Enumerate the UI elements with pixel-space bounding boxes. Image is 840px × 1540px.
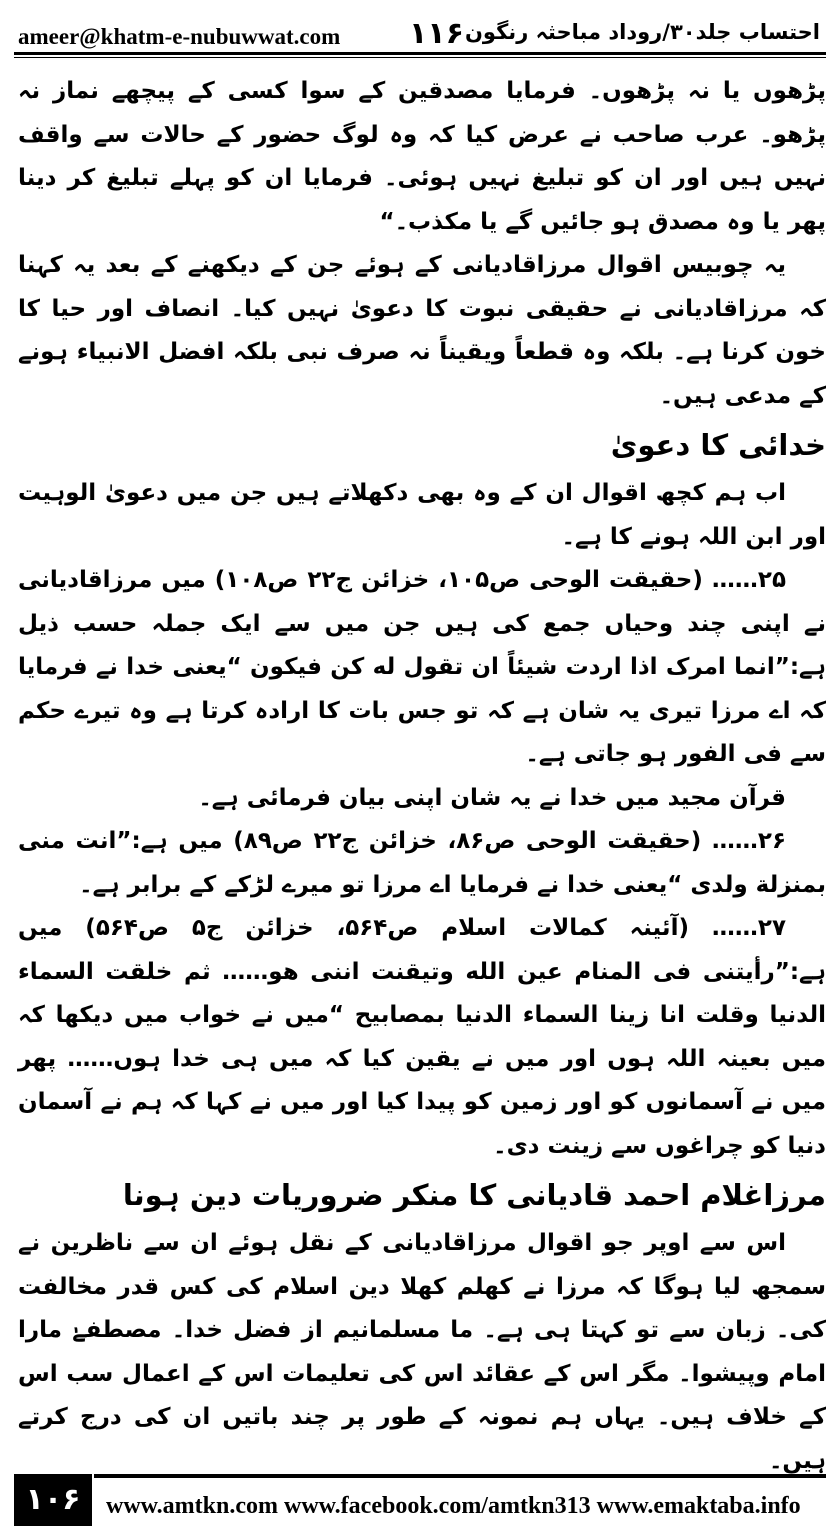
page-footer [14,1464,826,1534]
section-heading: خدائی کا دعویٰ [610,428,826,462]
paragraph: پڑھوں یا نہ پڑھوں۔ فرمایا مصدقین کے سوا کسی کے پیچھے نماز نہ پڑھو۔ عرب صاحب نے عرض کیا کہ وہ لوگ حضور کے حالات سے واقف نہیں ہیں اور ان کو تبلیغ نہیں ہوئی۔ فرمایا ان کو پہلے تبلیغ کر دینا پھر یا وہ مصدق ہو جائیں گے یا مکذب۔“ [18,78,826,235]
arabic-quote: رأیتنی فی المنام عین الله وتیقنت اننی هو…… ثم خلقت السماء الدنیا وقلت انا زینا السماء الدنیا بمصابیح [18,958,826,1028]
reference: ۲۶…… (حقیقت الوحی ص۸۶، خزائن ج۲۲ ص۸۹) [233,828,786,854]
header-page-number: ۱۱۶ [409,16,464,51]
page-header [14,6,826,58]
reference: ۲۷…… (آئینہ کمالات اسلام ص۵۶۴، خزائن ج۵ ص۵۶۴) [85,915,786,941]
paragraph-text: “یعنی خدا نے فرمایا اے مرزا تو میرے لڑکے کے برابر ہے۔ [79,871,683,898]
page-body [18,70,826,1474]
paragraph: قرآن مجید میں خدا نے یہ شان اپنی بیان فرمائی ہے۔ [198,784,786,811]
paragraph [18,559,826,777]
paragraph-text: میں مرزاقادیانی نے اپنی چند وحیاں جمع کی ہیں جن میں سے ایک جملہ حسب ذیل ہے:” [18,567,826,680]
header-email: ameer@khatm-e-nubuwwat.com [18,24,341,49]
arabic-quote: انما امرک اذا اردت شیئاً ان تقول له کن فیکون [250,654,775,680]
reference: ۲۵…… (حقیقت الوحی ص۱۰۵، خزائن ج۲۲ ص۱۰۸) [214,567,786,593]
header-book-title: احتساب جلد۳۰/روداد مباحثہ رنگون [465,20,820,44]
paragraph [18,820,826,907]
paragraph: اس سے اوپر جو اقوال مرزاقادیانی کے نقل ہوئے ان سے ناظرین نے سمجھ لیا ہوگا کہ مرزا نے کھلم کھلا دین اسلام کی کس قدر مخالفت کی۔ زبان سے تو کہتا ہی ہے۔ ما مسلمانیم از فضل خدا۔ مصطفےٰ مارا امام وپیشوا۔ مگر اس کے عقائد اس کی تعلیمات اس کے اعمال سب اس کے خلاف ہیں۔ یہاں ہم نمونہ کے طور پر چند باتیں ان کی درج کرتے ہیں۔ [18,1230,826,1474]
footer-page-number: ۱۰۶ [14,1474,92,1526]
paragraph-text: “میں نے خواب میں دیکھا کہ میں بعینہ اللہ ہوں اور میں نے یقین کیا کہ میں ہی خدا ہوں…… پھر میں نے آسمانوں کو اور زمین کو پیدا کیا اور میں نے کہا کہ ہم نے آسمان دنیا کو چراغوں سے زینت دی۔ [18,1002,826,1159]
paragraph-text: “یعنی خدا نے فرمایا کہ اے مرزا تیری یہ شان ہے کہ تو جس بات کا ارادہ کرتا ہے وہ تیرے حکم سے فی الفور ہو جاتی ہے۔ [18,654,826,767]
paragraph [18,907,826,1168]
paragraph: یہ چوبیس اقوال مرزاقادیانی کے ہوئے جن کے دیکھنے کے بعد یہ کہنا کہ مرزاقادیانی نے حقیقی نبوت کا دعویٰ نہیں کیا۔ انصاف اور حیا کا خون کرنا ہے۔ بلکہ وہ قطعاً ویقیناً نہ صرف نبی بلکہ افضل الانبیاء ہونے کے مدعی ہیں۔ [18,252,826,409]
footer-links: www.amtkn.com www.facebook.com/amtkn313 www.emaktaba.info [106,1493,801,1519]
section-heading: مرزاغلام احمد قادیانی کا منکر ضروریات دین ہونا [122,1178,826,1212]
paragraph-text: میں ہے:” [116,828,223,854]
paragraph-text: میں ہے:” [18,915,826,985]
arabic-quote: انت منی بمنزلة ولدی [18,828,826,898]
footer-rule [94,1474,826,1478]
header-rule [14,52,826,58]
paragraph: اب ہم کچھ اقوال ان کے وہ بھی دکھلاتے ہیں جن میں دعویٰ الوہیت اور ابن اللہ ہونے کا ہے۔ [18,480,826,550]
